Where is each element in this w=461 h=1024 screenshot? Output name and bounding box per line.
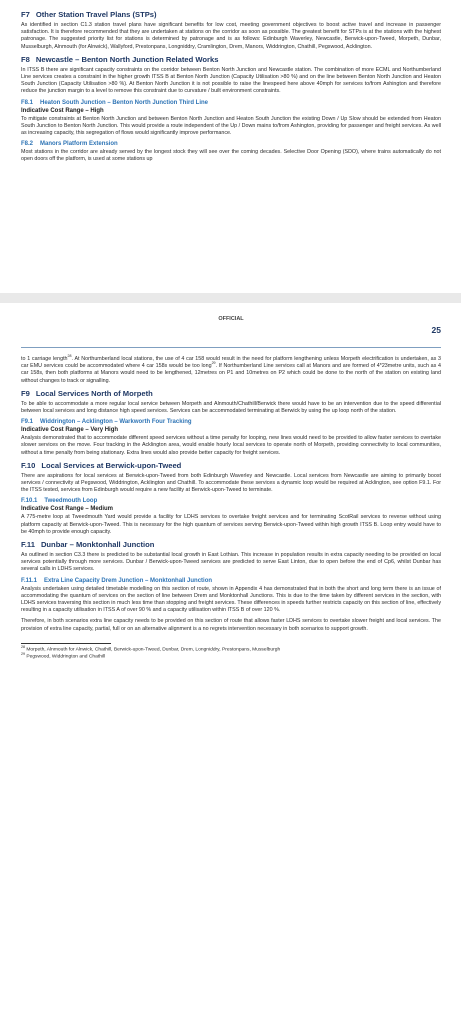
section-number: F9 [21,388,30,398]
section-heading-f10 [21,461,441,470]
cost-range-label: Indicative Cost Range – High [21,107,104,114]
paragraph: To be able to accommodate a more regular local service between Morpeth and Alnmouth/Chathill/Berwick there would have to be an intervention due to the speed differential between local services and long distance high speed services. Services can be accommodated terminating at Berwick by using the up loop north of the station. [21,400,441,415]
subsection-number: F8.2 [21,141,34,148]
paragraph [21,356,441,385]
subsection-heading-f8-1 [21,100,441,106]
paragraph: As identified in section C1.3 station travel plans have significant benefits for low cost, meeting government objectives to boost active travel and increase in passenger satisfaction. It is therefore recommended that they are undertaken at stations on the corridor as soon as possible. The greatest benefit for STPs is at the stations with the highest patronage. The suggested priority list for stations is determined by patronage and is as follows: Edinburgh Waverley, Newcastle, Berwick-upon-Tweed, Morpeth, Dunbar, Musselburgh, Alnmouth (for Alnwick), Wallyford, Prestonpans, Longniddry, Cramlington, Drem, Manors, Widdrington, Chathill, Pegswood, Acklington. [21,22,441,50]
section-heading-f7 [21,10,441,19]
subsection-heading-f11-1 [21,578,441,584]
header-divider [21,347,441,348]
subsection-title: Widdrington – Acklington – Warkworth Four Tracking [40,419,192,426]
subsection-title: Heaton South Junction – Benton North Junction Third Line [40,99,209,106]
paragraph: As outlined in section C3.3 there is predicted to be substantial local growth in East Lothian. This increase in population results in extra capacity needing to be provided on local services potentially through more services. Dunbar / Berwick-upon-Tweed services are predicted to serve East Linton, due to open before the end of Cp6, whilst Dunbar has several calls in LDHS services. [21,552,441,573]
subsection-title: Manors Platform Extension [40,141,118,148]
classification-label: OFFICIAL [218,316,244,322]
subsection-heading-f8-2 [21,141,441,147]
footnote-text: Pegswood, Widdrington and Chathill [26,654,106,660]
document-page-2 [0,303,461,1024]
section-heading-f9 [21,389,441,398]
paragraph: To mitigate constraints at Benton North Junction and between Benton North Junction and Heaton South Junction the existing Down / Up Slow should be extended from Heaton South Junction to Benton North Junction. This would provide a route independent of the Up / Down mains to/from Ashington, providing for passenger and freight services. As well as increasing capacity, this segregation of flows would significantly improve performance. [21,115,441,137]
text-run: to 1 carriage length [21,356,68,362]
paragraph: Analysis undertaken using detailed timetable modelling on this section of route, shown in Appendix 4 has demonstrated that in both the short and long term there is an issue of accommodating the quantum of services on the section of line between Drem and Monktonhall Junctions. This is due to the time taken by different services in the section, with LDHS services traversing this section in much less time than stopping and freight services. These differences in speeds further restricts capacity on this section of line, effectively resulting in a capacity utilisation in ITSS A of over 90 % and a capacity utilisation within ITSS B of over 120 %. [21,585,441,614]
section-number: F.11 [21,540,35,550]
page-header [21,311,441,335]
footnote [21,654,441,661]
subsection-title: Tweedmouth Loop [44,498,98,505]
subsection-number: F.11.1 [21,577,38,584]
page-number: 25 [431,325,441,335]
section-number: F7 [21,10,30,19]
section-heading-f8 [21,55,441,64]
section-title: Local Services at Berwick-upon-Tweed [41,460,182,470]
cost-range-label: Indicative Cost Range – Medium [21,506,114,513]
text-run: . At Northumberland local stations, the use of 4 car 158 would result in the need for platform lengthening unless Morpeth electrification is undertaken, as 3 car EMU services could be accommodated where 4 car 158s would be too long [21,356,441,370]
paragraph: Analysis demonstrated that to accommodate different speed services without a time penalty for looping, new lines would need to be provided to allow faster services to overtake slower services on the move. Four tracking in the Acklington area, would enable hourly local services to operate north of Morpeth, providing connectivity to local communities, without a time penalty from being stationary. Extra lines would also provide better capacity for freight services. [21,435,441,456]
section-number: F8 [21,54,30,64]
section-title: Other Station Travel Plans (STPs) [35,10,157,19]
section-title: Local Services North of Morpeth [35,388,153,398]
footnote-ref[interactable]: 29 [211,361,216,366]
footnote-divider [21,643,111,644]
section-title: Newcastle – Benton North Junction Related Works [35,54,219,64]
footnote-text: Morpeth, Alnmouth for Alnwick, Chathill, Berwick-upon-Tweed, Dunbar, Drem, Longniddry, Prestonpans, Musselburgh [26,647,281,653]
subsection-title: Extra Line Capacity Drem Junction – Monktonhall Junction [44,577,213,584]
paragraph: There are aspirations for local services at Berwick-upon-Tweed from both Edinburgh Waverley and Newcastle. Local services from Newcastle are aiming to primarily boost services / connectivity at Pegswood, Widdrington, Acklington and Chathill. To accommodate these services a dynamic loop would be required at Acklington, see option F9.1. For the ITSS tested, services from Edinburgh would require a new facility at Berwick-upon-Tweed to terminate. [21,472,441,494]
document-page-1 [0,0,461,293]
cost-range-label: Indicative Cost Range – Very High [21,427,119,434]
paragraph: Most stations in the corridor are already served by the longest stock they will see over the coming decades. Selective Door Opening (SDO), where trains automatically do not open doors off the platform, is used at some stations up [21,149,441,163]
footnote-number: 28 [21,644,25,649]
paragraph: A 775-metre loop at Tweedmouth Yard would provide a facility for LDHS services to overtake freight services and for terminating ScotRail services to reverse without using platform capacity at Berwick-upon-Tweed. This is necessary for the high quantum of services serving Berwick-upon-Tweed within high growth ITSS B. Loop entry would have to be 40mph to provide enough capacity. [21,514,441,535]
paragraph: Therefore, in both scenarios extra line capacity needs to be provided on this section of route that allows faster LDHS services to overtake slower freight and local services. The provision of extra line capacity, partial, full or on an alternative alignment is a no regrets intervention necessary in both scenarios to support growth. [21,618,441,632]
section-heading-f11 [21,540,441,549]
section-title: Dunbar – Monktonhall Junction [40,540,155,550]
footnote-ref[interactable]: 28 [67,354,72,359]
paragraph: In ITSS B there are significant capacity constraints on the corridor between Benton North Junction and Newcastle station. The combination of more ECML and Northumberland Line services creates a constraint in the higher growth ITSS B at Benton North Junction (Capacity Utilisation >80 %) and on the line between Benton North Junction and Heaton South Junction (Capacity Utilisation >80 %). At Benton North Junction it is not possible to raise the linespeed here above 40mph for services to/from Ashington and therefore reduce the junction margin to a level to remove this constraint due to curvature / built environment constraints. [21,66,441,95]
subsection-heading-f10-1 [21,498,441,504]
footnote-number: 29 [21,652,25,657]
subsection-number: F8.1 [21,99,34,106]
subsection-number: F.10.1 [21,498,38,505]
section-number: F.10 [21,460,36,470]
text-run: . If Northumberland Line services call at Manors and are formed of 4*23metre units, such as 4 car 158s, then both platforms at Manors would need to be lengthened, 12metres on P1 and 10metres on P2 which could be done to the north of the station on existing land without changes to track or signalling. [21,363,441,384]
subsection-heading-f9-1 [21,419,441,425]
subsection-number: F9.1 [21,419,34,426]
